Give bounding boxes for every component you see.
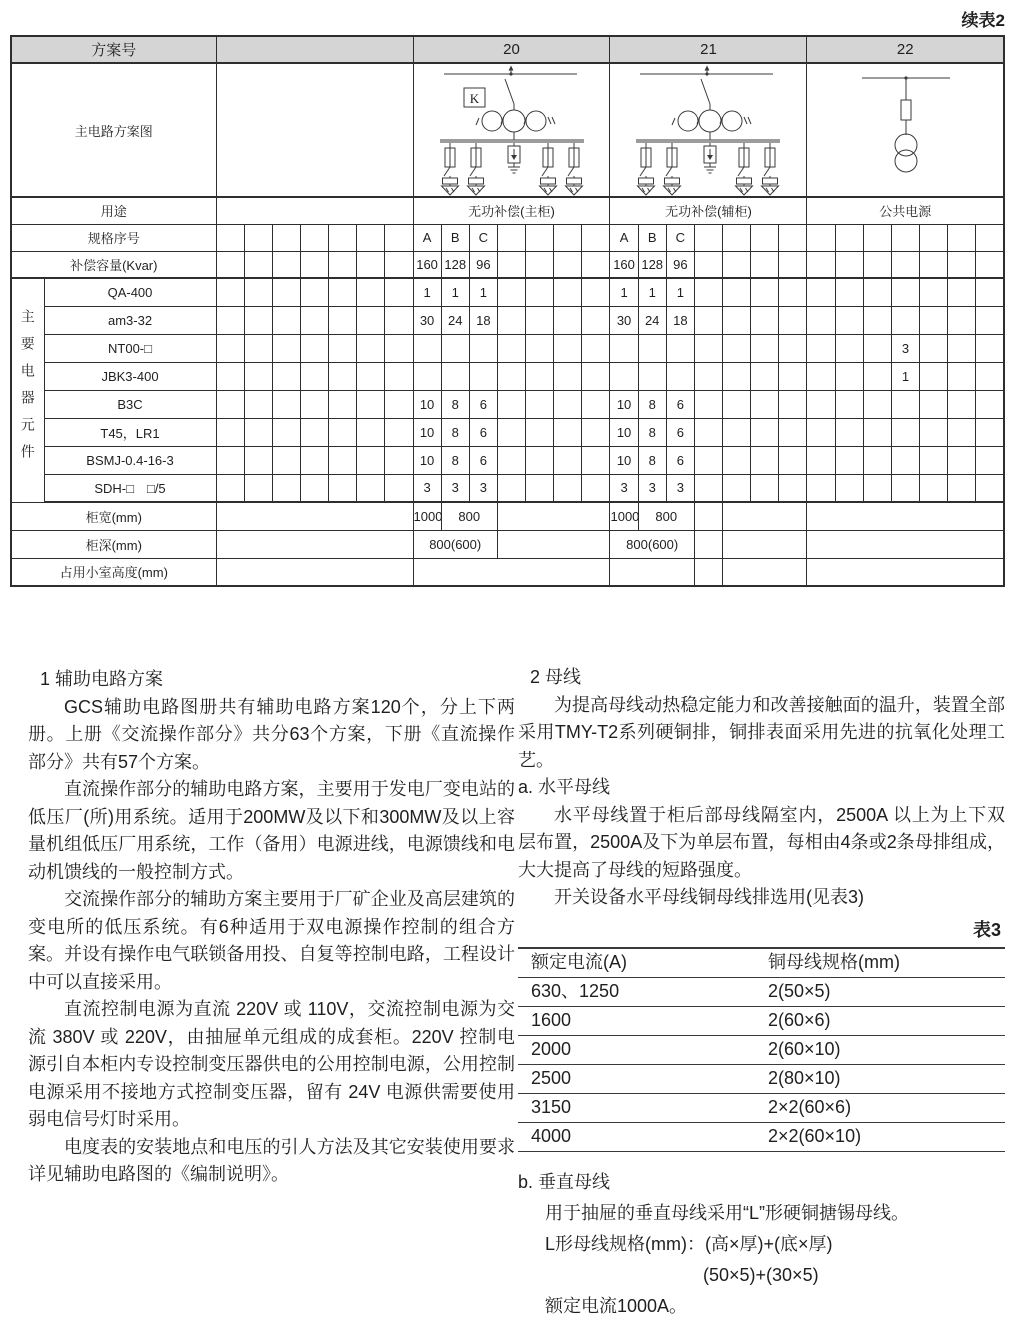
main-circuit-diagram-20 bbox=[414, 64, 610, 196]
subsection-b bbox=[518, 1167, 1005, 1322]
paragraph: 用于抽屉的垂直母线采用“L”形硬铜搪锡母线。 bbox=[545, 1202, 909, 1223]
busbar-selection-table bbox=[518, 947, 1005, 1152]
paragraph: 电度表的安装地点和电压的引人方法及其它安装使用要求详见辅助电路图的《编制说明》。 bbox=[28, 1136, 515, 1184]
busbar-spec-values: (50×5)+(30×5) bbox=[703, 1264, 819, 1285]
component-name: NT00-□ bbox=[44, 334, 216, 362]
usage-value-22: 公共电源 bbox=[807, 197, 1004, 224]
capacity-row: 补偿容量(Kvar) 160 128 96 160 128 96 bbox=[11, 251, 1004, 278]
table-row: 4000 2×2(60×10) bbox=[518, 1122, 1005, 1151]
component-row: B3C 10 8 6 10 8 6 bbox=[11, 390, 1004, 418]
paragraph: 直流操作部分的辅助电路方案，主要用于发电厂变电站的低压厂(所)用系统。适用于200MW及以下和300MW及以上容量机组低压厂用系统，工作（备用）电源进线，电源馈线和电动机馈线的一般控制方式。 bbox=[28, 779, 515, 882]
table-row: 3150 2×2(60×6) bbox=[518, 1093, 1005, 1122]
component-group-label: 主要电器元件 bbox=[19, 309, 36, 472]
component-row: NT00-□ 3 bbox=[11, 334, 1004, 362]
component-row: T45，LR1 10 8 6 10 8 6 bbox=[11, 418, 1004, 446]
paragraph: 水平母线置于柜后部母线隔室内，2500A 以上为上下双层布置，2500A及下为单层布置，每相由4条或2条母排组成，大大提高了母线的短路强度。 bbox=[518, 804, 1005, 880]
component-row: 主要电器元件 QA-400 1 1 1 1 1 1 bbox=[11, 278, 1004, 306]
component-row: am3-32 30 24 18 30 24 18 bbox=[11, 306, 1004, 334]
k-switch-label: K bbox=[469, 91, 479, 106]
component-name: T45，LR1 bbox=[44, 418, 216, 446]
left-text-column bbox=[28, 666, 515, 1189]
scheme-no-label: 方案号 bbox=[11, 36, 216, 63]
column-header: 铜母线规格(mm) bbox=[766, 948, 1005, 977]
diagram-row bbox=[11, 63, 1004, 197]
table-row: 2000 2(60×10) bbox=[518, 1035, 1005, 1064]
usage-value-21: 无功补偿(辅柜) bbox=[610, 197, 807, 224]
column-header: 额定电流(A) bbox=[518, 948, 766, 977]
table-row: 630、1250 2(50×5) bbox=[518, 977, 1005, 1006]
diagram-row-label: 主电路方案图 bbox=[11, 63, 216, 197]
section-1-heading: 1 辅助电路方案 bbox=[40, 669, 164, 689]
subsection-b-heading: b. 垂直母线 bbox=[518, 1171, 611, 1192]
component-row: SDH-□ □/5 3 3 3 3 3 3 bbox=[11, 474, 1004, 502]
subsection-a-heading: a. 水平母线 bbox=[518, 777, 611, 797]
scheme-22-header: 22 bbox=[807, 36, 1004, 63]
component-row: BSMJ-0.4-16-3 10 8 6 10 8 6 bbox=[11, 446, 1004, 474]
table3-reference: 开关设备水平母线铜母线排选用(见表3) bbox=[554, 887, 864, 907]
usage-row bbox=[11, 197, 1004, 224]
cabinet-depth-label: 柜深(mm) bbox=[11, 530, 216, 558]
spec-row: 规格序号 A B C A B C bbox=[11, 224, 1004, 251]
capacity-label: 补偿容量(Kvar) bbox=[11, 251, 216, 278]
spec-label: 规格序号 bbox=[11, 224, 216, 251]
usage-value-20: 无功补偿(主柜) bbox=[413, 197, 610, 224]
component-name: am3-32 bbox=[44, 306, 216, 334]
component-name: BSMJ-0.4-16-3 bbox=[44, 446, 216, 474]
scheme-20-header: 20 bbox=[413, 36, 610, 63]
cabinet-width-row: 柜宽(mm) 1000 800 1000 800 bbox=[11, 502, 1004, 530]
usage-label: 用途 bbox=[11, 197, 216, 224]
scheme-header-row bbox=[11, 36, 1004, 63]
rated-current-line: 额定电流1000A。 bbox=[545, 1295, 688, 1316]
busbar-table-header bbox=[518, 948, 1005, 977]
paragraph: 直流控制电源为直流 220V 或 110V，交流控制电源为交流 380V 或 220V，由抽屉单元组成的成套柜。220V 控制电源引自本柜内专设控制变压器供电的公用控制电源，公用控制电源采用不接地方式控制变压器，留有 24V 电源供需要使用弱电信号灯时采用。 bbox=[28, 999, 515, 1129]
table-row: 1600 2(60×6) bbox=[518, 1006, 1005, 1035]
table3-label: 表3 bbox=[972, 919, 1001, 940]
component-name: JBK3-400 bbox=[44, 362, 216, 390]
room-height-label: 占用小室高度(mm) bbox=[11, 558, 216, 586]
cabinet-depth-row: 柜深(mm) 800(600) 800(600) bbox=[11, 530, 1004, 558]
section-2-heading: 2 母线 bbox=[530, 667, 582, 687]
component-row: JBK3-400 1 bbox=[11, 362, 1004, 390]
paragraph: 为提高母线动热稳定能力和改善接触面的温升，装置全部采用TMY-T2系列硬铜排，铜排表面采用先进的抗氧化处理工艺。 bbox=[518, 694, 1005, 770]
scheme-table bbox=[10, 35, 1005, 587]
component-name: QA-400 bbox=[44, 278, 216, 306]
paragraph: GCS辅助电路图册共有辅助电路方案120个，分上下两册。上册《交流操作部分》共分63个方案，下册《直流操作部分》共有57个方案。 bbox=[28, 696, 515, 772]
room-height-row bbox=[11, 558, 1004, 586]
right-text-column bbox=[518, 664, 1005, 1322]
component-name: SDH-□ □/5 bbox=[44, 474, 216, 502]
paragraph: 交流操作部分的辅助方案主要用于厂矿企业及高层建筑的变电所的低压系统。有6种适用于双电源操作控制的组合方案。并设有操作电气联锁备用投、自复等控制电路，工程设计中可以直接采用。 bbox=[28, 889, 515, 992]
table-row: 2500 2(80×10) bbox=[518, 1064, 1005, 1093]
scheme-21-header: 21 bbox=[610, 36, 807, 63]
busbar-spec-line: L形母线规格(mm)：(高×厚)+(底×厚) bbox=[545, 1233, 833, 1254]
cabinet-width-label: 柜宽(mm) bbox=[11, 502, 216, 530]
continuation-table-label: 续表2 bbox=[961, 11, 1005, 30]
main-circuit-diagram-22 bbox=[807, 64, 1003, 196]
component-name: B3C bbox=[44, 390, 216, 418]
main-circuit-diagram-21 bbox=[610, 64, 806, 196]
